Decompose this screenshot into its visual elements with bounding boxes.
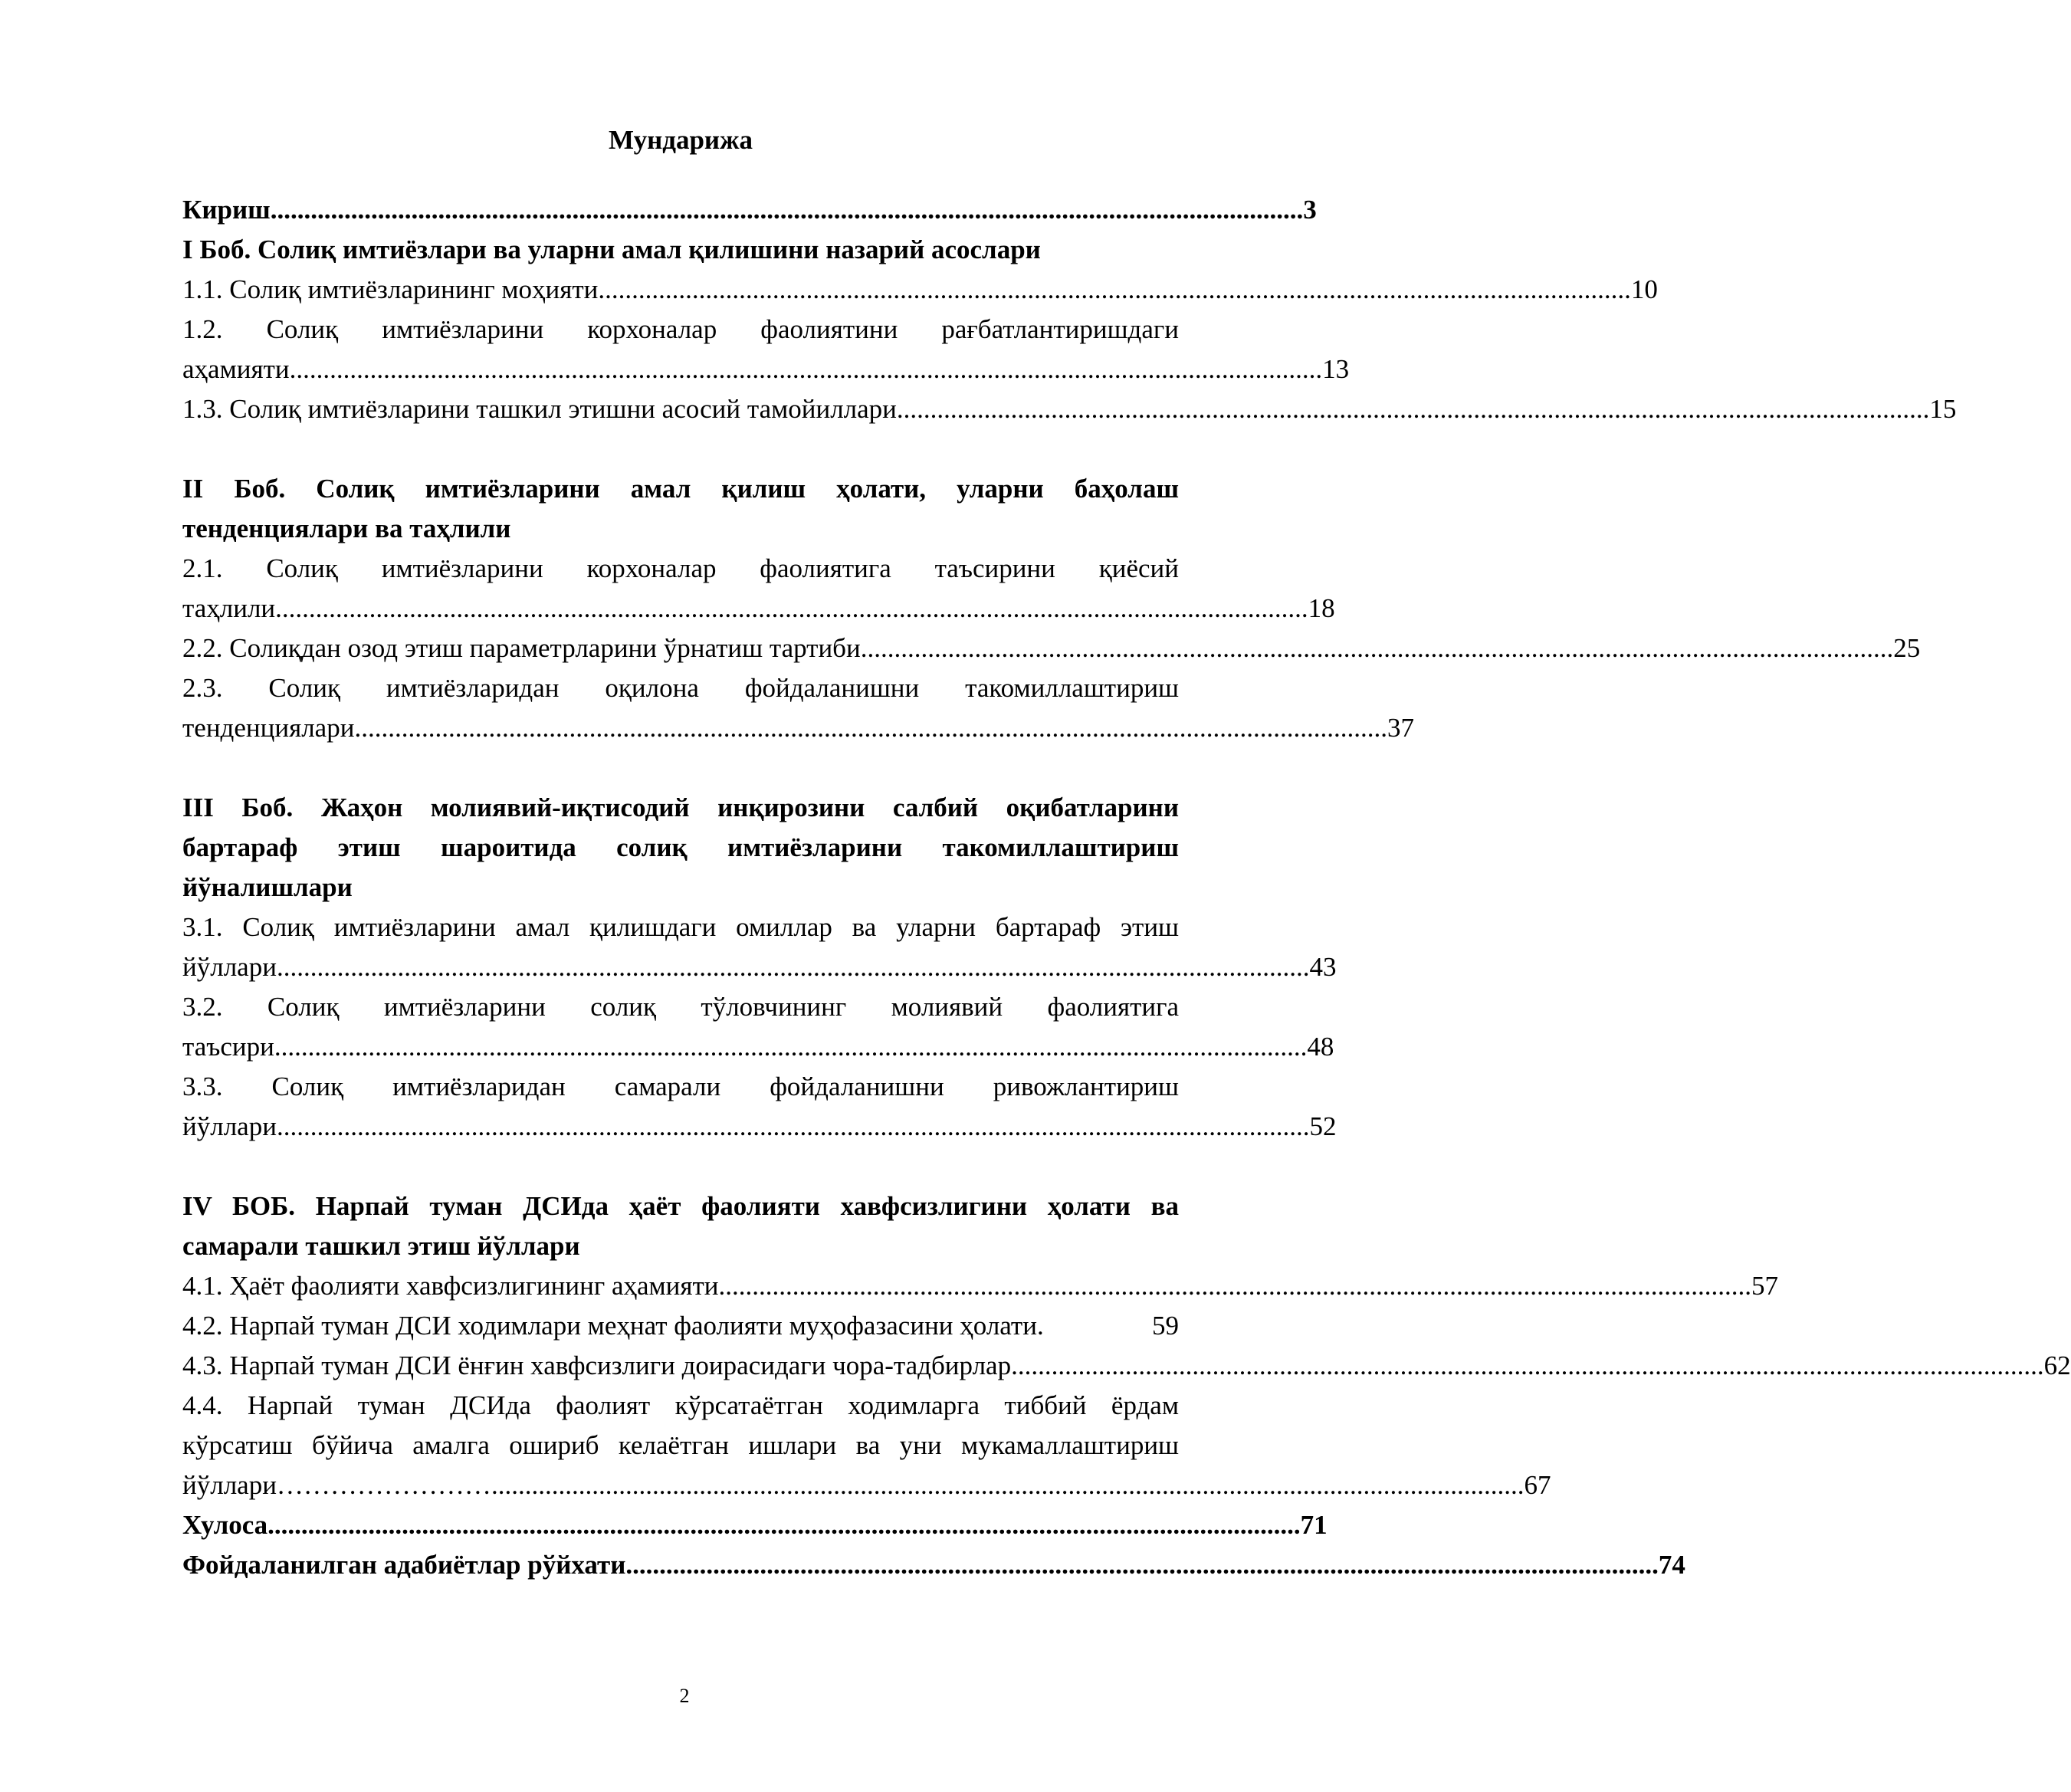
toc-entry-2-3-line1[interactable]: 2.3. Солиқ имтиёзларидан оқилона фойдаланишни такомиллаштириш <box>182 673 1179 703</box>
toc-chapter-3-line3[interactable] <box>182 868 1179 907</box>
toc-entry-label: 4.1. Ҳаёт фаолияти хавфсизлигининг аҳамияти <box>182 1271 719 1301</box>
dot-leader: .......................................................................................................................................................... <box>267 1510 1301 1540</box>
toc-entry-2-1-line1[interactable]: 2.1. Солиқ имтиёзларини корхоналар фаолиятига таъсирини қиёсий <box>182 553 1179 583</box>
toc-chapter-2-line1[interactable]: II Боб. Солиқ имтиёзларини амал қилиш ҳолати, уларни баҳолаш <box>182 474 1179 504</box>
toc-entry-label: йўллари…………………… <box>182 1470 491 1500</box>
toc-entry-4-4[interactable] <box>182 1465 1551 1505</box>
toc-entry-3-3-line1[interactable]: 3.3. Солиқ имтиёзларидан самарали фойдаланишни ривожлантириш <box>182 1072 1179 1101</box>
toc-chapter-4-line2[interactable] <box>182 1226 1179 1266</box>
toc-entry-2-1[interactable] <box>182 589 1335 629</box>
toc-entry-label: таҳлили <box>182 593 276 623</box>
toc-page-number: 57 <box>1751 1271 1779 1301</box>
dot-leader: .......................................................................................................................................................... <box>896 394 1930 424</box>
toc-entry-intro[interactable] <box>182 190 1317 230</box>
dot-leader: .......................................................................................................................................................... <box>718 1271 1752 1301</box>
dot-leader: .......................................................................................................................................................... <box>491 1470 1525 1500</box>
toc-page-number: 10 <box>1630 274 1658 304</box>
toc-page-number: 25 <box>1893 633 1921 663</box>
toc-page-number: 13 <box>1322 354 1350 384</box>
chapter-title: I Боб. Солиқ имтиёзлари ва уларни амал қилишини назарий асослари <box>182 235 1041 264</box>
dot-leader: .......................................................................................................................................................... <box>275 593 1308 623</box>
table-of-contents <box>182 190 2071 1585</box>
toc-entry-1-3[interactable] <box>182 389 1957 429</box>
toc-entry-label: таъсири <box>182 1032 274 1062</box>
toc-page-number: 15 <box>1929 394 1957 424</box>
toc-entry-references[interactable] <box>182 1545 1685 1585</box>
dot-leader: .......................................................................................................................................................... <box>289 354 1323 384</box>
toc-entry-label: тенденциялари <box>182 713 355 743</box>
toc-page-number: 67 <box>1524 1470 1551 1500</box>
toc-entry-label: Кириш <box>182 195 271 225</box>
toc-entry-label: йўллари <box>182 952 277 982</box>
toc-entry-1-1[interactable] <box>182 270 1658 310</box>
toc-entry-3-2-line1[interactable]: 3.2. Солиқ имтиёзларини солиқ тўловчининг молиявий фаолиятига <box>182 992 1179 1022</box>
toc-entry-1-2[interactable] <box>182 350 1350 389</box>
toc-entry-4-3[interactable] <box>182 1346 2071 1386</box>
dot-leader: .......................................................................................................................................................... <box>354 713 1387 743</box>
toc-chapter-2-line2[interactable] <box>182 509 1179 549</box>
toc-entry-4-2[interactable] <box>182 1306 1179 1346</box>
toc-page-number: 18 <box>1308 593 1335 623</box>
toc-entry-label: 1.1. Солиқ имтиёзларининг моҳияти <box>182 274 599 304</box>
toc-entry-1-2-line1[interactable]: 1.2. Солиқ имтиёзларини корхоналар фаолиятини рағбатлантиришдаги <box>182 314 1179 344</box>
dot-leader: .......................................................................................................................................................... <box>598 274 1631 304</box>
toc-chapter-1[interactable] <box>182 230 1179 270</box>
toc-page-number: 3 <box>1303 195 1317 225</box>
dot-leader: .......................................................................................................................................................... <box>274 1032 1308 1062</box>
toc-entry-label: аҳамияти <box>182 354 290 384</box>
chapter-title: самарали ташкил этиш йўллари <box>182 1231 580 1261</box>
toc-page-number: 62 <box>2043 1351 2071 1380</box>
toc-chapter-3-line2[interactable]: бартараф этиш шароитида солиқ имтиёзларини такомиллаштириш <box>182 832 1179 862</box>
toc-page-number: 52 <box>1309 1111 1337 1141</box>
toc-page-number: 74 <box>1658 1550 1685 1580</box>
toc-chapter-3-line1[interactable]: III Боб. Жаҳон молиявий-иқтисодий инқирозини салбий оқибатларини <box>182 793 1179 822</box>
dot-leader: .......................................................................................................................................................... <box>1011 1351 2044 1380</box>
page-title: Мундарижа <box>609 125 753 155</box>
toc-entry-3-1-line1[interactable]: 3.1. Солиқ имтиёзларини амал қилишдаги омиллар ва уларни бартараф этиш <box>182 912 1179 942</box>
dot-leader: .......................................................................................................................................................... <box>270 195 1304 225</box>
dot-leader: .......................................................................................................................................................... <box>860 633 1894 663</box>
toc-page-number: 37 <box>1387 713 1414 743</box>
toc-entry-4-4-line1[interactable]: 4.4. Нарпай туман ДСИда фаолият кўрсатаётган ходимларга тиббий ёрдам <box>182 1390 1179 1420</box>
dot-leader: .......................................................................................................................................................... <box>625 1550 1659 1580</box>
toc-entry-4-4-line2[interactable]: кўрсатиш бўйича амалга ошириб келаётган ишлари ва уни мукамаллаштириш <box>182 1430 1179 1460</box>
toc-entry-label: 4.2. Нарпай туман ДСИ ходимлари меҳнат фаолияти муҳофазасини ҳолати. <box>182 1311 1044 1341</box>
toc-entry-2-3[interactable] <box>182 708 1414 748</box>
toc-entry-label: Фойдаланилган адабиётлар рўйхати <box>182 1550 626 1580</box>
toc-entry-label: йўллари <box>182 1111 277 1141</box>
toc-entry-3-3[interactable] <box>182 1107 1337 1147</box>
toc-entry-label: Хулоса <box>182 1510 268 1540</box>
toc-chapter-4-line1[interactable]: IV БОБ. Нарпай туман ДСИда ҳаёт фаолияти хавфсизлигини ҳолати ва <box>182 1191 1179 1221</box>
toc-entry-2-2[interactable] <box>182 629 1921 668</box>
toc-page-number: 48 <box>1307 1032 1334 1062</box>
toc-entry-label: 1.3. Солиқ имтиёзларини ташкил этишни асосий тамойиллари <box>182 394 897 424</box>
toc-entry-3-1[interactable] <box>182 947 1337 987</box>
chapter-title: тенденциялари ва таҳлили <box>182 514 511 543</box>
toc-page-number: 43 <box>1309 952 1337 982</box>
toc-page-number: 59 <box>1152 1311 1179 1341</box>
toc-page-number: 71 <box>1300 1510 1328 1540</box>
toc-entry-label: 2.2. Солиқдан озод этиш параметрларини ўрнатиш тартиби <box>182 633 861 663</box>
page-number: 2 <box>679 1685 690 1707</box>
toc-entry-label: 4.3. Нарпай туман ДСИ ёнғин хавфсизлиги доирасидаги чора-тадбирлар <box>182 1351 1012 1380</box>
toc-entry-4-1[interactable] <box>182 1266 1779 1306</box>
dot-leader: .......................................................................................................................................................... <box>276 952 1310 982</box>
toc-entry-conclusion[interactable] <box>182 1505 1328 1545</box>
toc-entry-3-2[interactable] <box>182 1027 1334 1067</box>
dot-leader: .......................................................................................................................................................... <box>276 1111 1310 1141</box>
chapter-title: йўналишлари <box>182 872 353 902</box>
